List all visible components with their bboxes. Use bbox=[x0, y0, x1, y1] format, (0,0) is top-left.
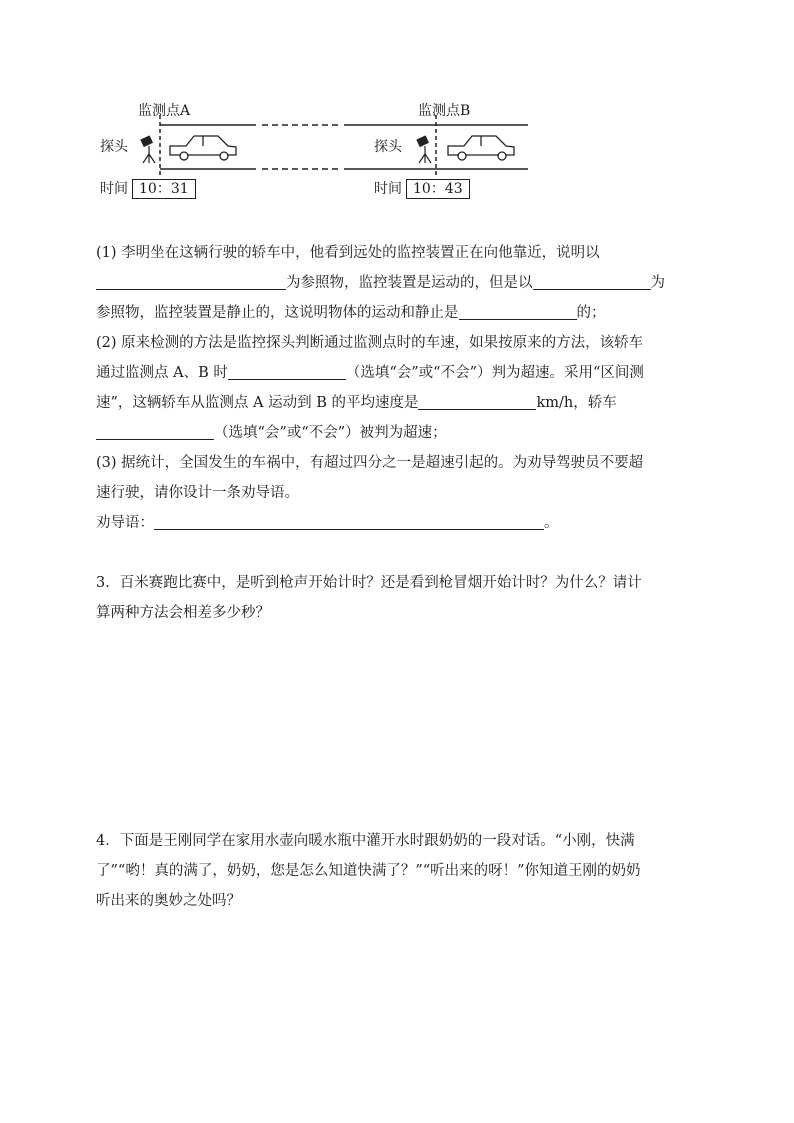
p2-line1: (2) 原来检测的方法是监控探头判断通过监测点时的车速，如果按原来的方法，该轿车 bbox=[96, 335, 644, 351]
probe-a-label: 探头 bbox=[100, 139, 128, 155]
p2-line3: 速”，这辆轿车从监测点 A 运动到 B 的平均速度是 km/h，轿车 bbox=[96, 388, 700, 418]
q4-line1: 4．下面是王刚同学在家用水壶向暖水瓶中灌开水时跟奶奶的一段对话。“小刚，快满 bbox=[96, 833, 635, 849]
q4-line3: 听出来的奥妙之处吗？ bbox=[96, 893, 241, 909]
car-a-icon bbox=[170, 136, 236, 160]
q4-line2: 了”“哟！真的满了，奶奶，您是怎么知道快满了？”“听出来的呀！”你知道王刚的奶奶 bbox=[96, 863, 641, 879]
q3-line2: 算两种方法会相差多少秒？ bbox=[96, 605, 270, 621]
answer-blank[interactable] bbox=[459, 301, 577, 320]
time-a-value: 10：31 bbox=[132, 179, 196, 199]
answer-blank[interactable] bbox=[533, 271, 651, 290]
road-lines bbox=[160, 115, 528, 176]
time-b-label: 时间 bbox=[374, 181, 402, 197]
answer-blank[interactable] bbox=[96, 271, 286, 290]
answer-blank[interactable] bbox=[154, 511, 544, 530]
question-parts bbox=[96, 238, 700, 538]
p1-line2: 为参照物，监控装置是运动的，但是以 为 bbox=[96, 268, 700, 298]
question-4 bbox=[96, 826, 700, 916]
answer-blank[interactable] bbox=[418, 391, 536, 410]
question-3 bbox=[96, 568, 700, 628]
p2-line4: （选填“会”或“不会”）被判为超速； bbox=[96, 418, 700, 448]
p3-line3: 劝导语： 。 bbox=[96, 508, 700, 538]
car-b-icon bbox=[448, 136, 514, 160]
probe-b-label: 探头 bbox=[374, 139, 402, 155]
p2-line2: 通过监测点 A、B 时 （选填“会”或“不会”）判为超速。采用“区间测 bbox=[96, 358, 700, 388]
point-b-label: 监测点B bbox=[418, 103, 471, 119]
answer-blank[interactable] bbox=[228, 361, 346, 380]
camera-b-icon bbox=[417, 136, 431, 163]
p3-line2: 速行驶，请你设计一条劝导语。 bbox=[96, 485, 299, 501]
q3-line1: 3．百米赛跑比赛中，是听到枪声开始计时？还是看到枪冒烟开始计时？为什么？请计 bbox=[96, 575, 642, 591]
answer-blank[interactable] bbox=[96, 421, 214, 440]
time-a bbox=[100, 178, 196, 199]
p1-line3: 参照物，监控装置是静止的，这说明物体的运动和静止是 的； bbox=[96, 298, 700, 328]
p1-line1: (1) 李明坐在这辆行驶的轿车中，他看到远处的监控装置正在向他靠近，说明以 bbox=[96, 245, 600, 261]
p3-line1: (3) 据统计，全国发生的车祸中，有超过四分之一是超速引起的。为劝导驾驶员不要超 bbox=[96, 455, 644, 471]
camera-a-icon bbox=[141, 136, 155, 163]
point-a-label: 监测点A bbox=[138, 103, 191, 119]
time-a-label: 时间 bbox=[100, 181, 128, 197]
time-b-value: 10：43 bbox=[406, 179, 470, 199]
time-b bbox=[374, 178, 470, 199]
